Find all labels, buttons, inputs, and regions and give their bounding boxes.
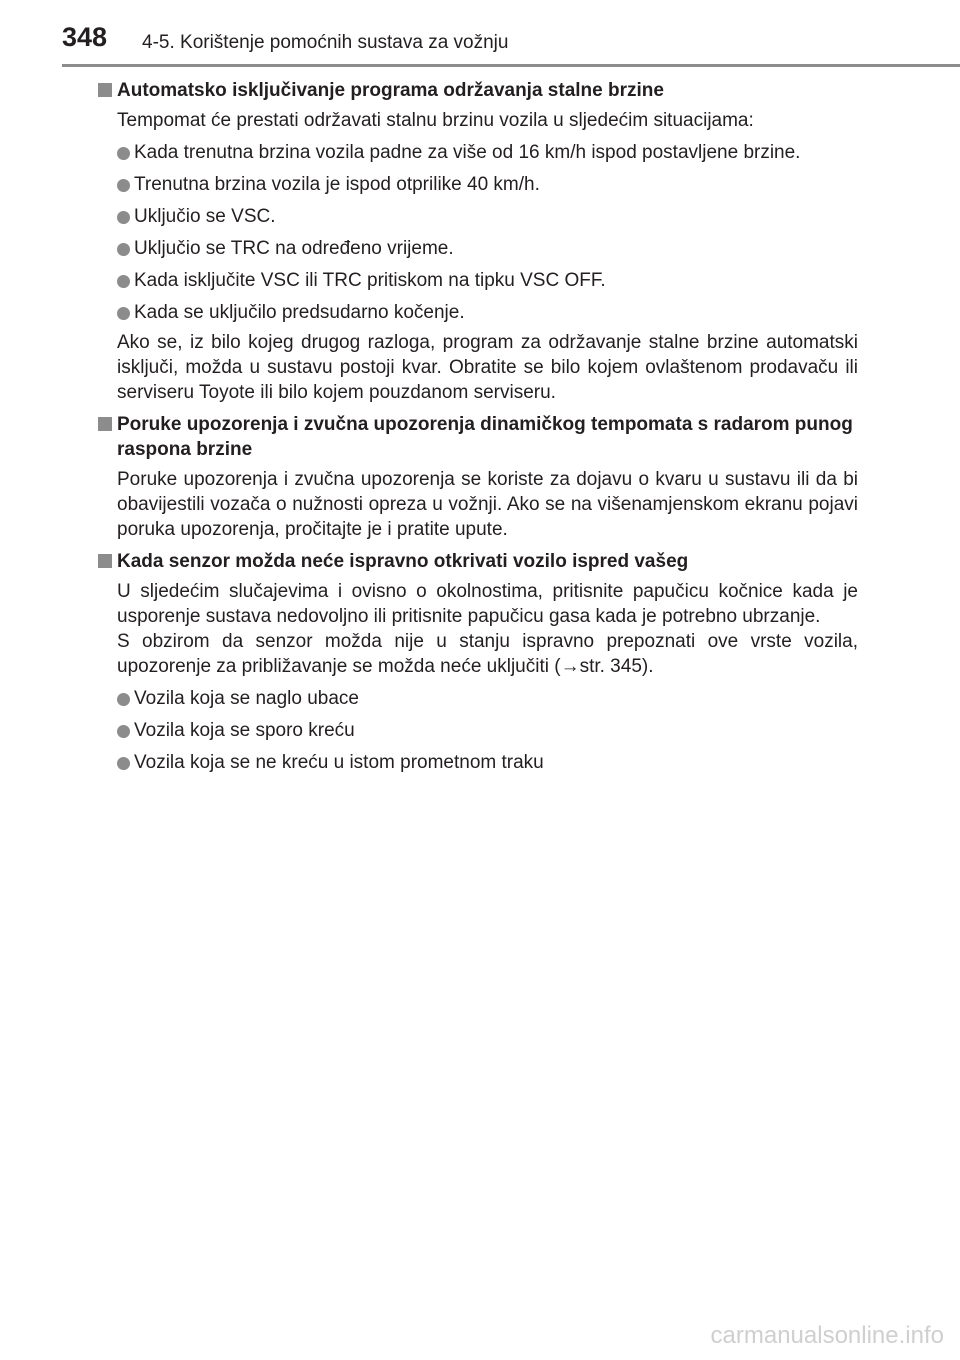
watermark: carmanualsonline.info [710,1322,944,1349]
list-item-text: Kada se uključilo predsudarno kočenje. [134,302,465,323]
list-item-text: Trenutna brzina vozila je ispod otprilike 40 km/h. [134,174,540,195]
list-item [117,140,858,165]
section-heading-text: Automatsko isključivanje programa održavanja stalne brzine [117,80,664,101]
paragraph: Poruke upozorenja i zvučna upozorenja se koriste za dojavu o kvaru u sustavu ili da bi obavijestili vozača o nužnosti opreza u vožnji. Ako se na višenamjenskom ekranu pojavi poruka upozorenja, pročitajte je i pratite upute. [117,469,858,540]
list-item [117,300,858,325]
list-item-text: Uključio se VSC. [134,206,276,227]
circle-bullet-icon [117,757,130,770]
list-item [117,236,858,261]
paragraph: Tempomat će prestati održavati stalnu brzinu vozila u sljedećim situacijama: [117,110,754,131]
paragraph: U sljedećim slučajevima i ovisno o okolnostima, pritisnite papučicu kočnice kada je usporenje sustava nedovoljno ili pritisnite papučicu gasa kada je potrebno ubrzanje. [117,581,858,627]
circle-bullet-icon [117,307,130,320]
list-item-text: Kada trenutna brzina vozila padne za više od 16 km/h ispod postavljene brzine. [134,142,801,163]
section-heading-text: Kada senzor možda neće ispravno otkrivati vozilo ispred vašeg [117,551,689,572]
list-item [117,204,858,229]
list-item-text: Uključio se TRC na određeno vrijeme. [134,238,454,259]
square-bullet-icon [98,417,112,431]
list-item-text: Kada isključite VSC ili TRC pritiskom na tipku VSC OFF. [134,270,606,291]
circle-bullet-icon [117,725,130,738]
paragraph: S obzirom da senzor možda nije u stanju ispravno prepoznati ove vrste vozila, upozorenje za približavanje se možda neće uključiti (→str. 345). [117,631,858,677]
page-content [98,78,858,775]
section-heading-text: Poruke upozorenja i zvučna upozorenja dinamičkog tempomata s radarom punog raspona brzine [117,414,853,460]
page-header [0,0,960,64]
list-item [117,268,858,293]
list-item [117,686,858,711]
header-divider [62,64,960,67]
section-heading [98,412,858,462]
list-item [117,172,858,197]
circle-bullet-icon [117,693,130,706]
square-bullet-icon [98,83,112,97]
circle-bullet-icon [117,211,130,224]
square-bullet-icon [98,554,112,568]
circle-bullet-icon [117,147,130,160]
list-item-text: Vozila koja se naglo ubace [134,688,359,709]
circle-bullet-icon [117,243,130,256]
list-item [117,750,858,775]
page-number: 348 [62,22,108,52]
paragraph: Ako se, iz bilo kojeg drugog razloga, program za održavanje stalne brzine automatski isključi, možda u sustavu postoji kvar. Obratite se bilo kojem ovlaštenom prodavaču ili serviseru Toyote ili bilo kojem pouzdanom serviseru. [117,332,858,403]
section-heading [98,549,858,574]
chapter-title: 4-5. Korištenje pomoćnih sustava za vožnju [142,32,509,53]
list-item [117,718,858,743]
circle-bullet-icon [117,179,130,192]
list-item-text: Vozila koja se sporo kreću [134,720,355,741]
section-heading [98,78,858,103]
circle-bullet-icon [117,275,130,288]
list-item-text: Vozila koja se ne kreću u istom prometnom traku [134,752,544,773]
